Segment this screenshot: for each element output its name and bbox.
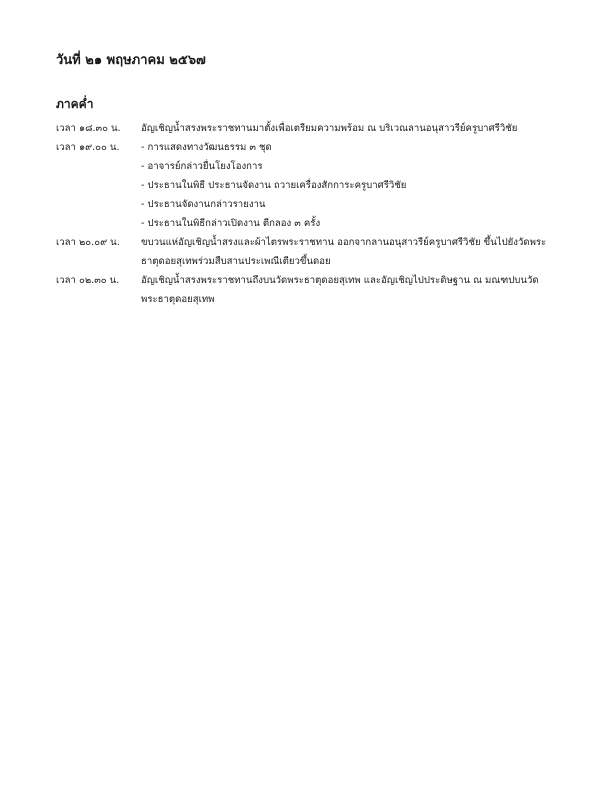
entry-description — [141, 233, 556, 271]
entry-line: ขบวนแห่อัญเชิญน้ำสรงและผ้าไตรพระราชทาน ออกจากลานอนุสาวรีย์ครูบาศรีวิชัย ขึ้นไปยังวัดพระ — [141, 237, 547, 248]
date-heading: วันที่ ๒๑ พฤษภาคม ๒๕๖๗ — [56, 53, 206, 68]
schedule-list — [56, 119, 556, 309]
entry-description — [141, 138, 556, 233]
entry-time: เวลา ๑๘.๓๐ น. — [56, 123, 121, 134]
entry-line: อัญเชิญน้ำสรงพระราชทานมาตั้งเพื่อเตรียมความพร้อม ณ บริเวณลานอนุสาวรีย์ครูบาศรีวิชัย — [141, 123, 518, 134]
section-heading: ภาคค่ำ — [56, 97, 94, 111]
schedule-entry — [56, 138, 556, 233]
schedule-entry — [56, 233, 556, 271]
entry-time: เวลา ๑๙.๐๐ น. — [56, 142, 120, 153]
entry-description — [141, 271, 556, 309]
entry-time: เวลา ๐๒.๓๐ น. — [56, 275, 120, 286]
entry-line: - ประธานในพิธีกล่าวเปิดงาน ตีกลอง ๓ ครั้ง — [141, 218, 321, 229]
schedule-entry — [56, 119, 556, 138]
entry-description — [141, 119, 556, 138]
entry-time: เวลา ๒๐.๐๙ น. — [56, 237, 120, 248]
entry-line: - การแสดงทางวัฒนธรรม ๓ ชุด — [141, 142, 272, 153]
entry-line: - ประธานจัดงานกล่าวรายงาน — [141, 199, 266, 210]
schedule-entry — [56, 271, 556, 309]
entry-line: พระธาตุดอยสุเทพ — [141, 294, 215, 305]
entry-line: - อาจารย์กล่าวยื่นโยงโองการ — [141, 161, 263, 172]
entry-line: อัญเชิญน้ำสรงพระราชทานถึงบนวัดพระธาตุดอยสุเทพ และอัญเชิญไปประดิษฐาน ณ มณฑปบนวัด — [141, 275, 539, 286]
entry-line: ธาตุดอยสุเทพร่วมสืบสานประเพณีเตียวขึ้นดอย — [141, 256, 331, 267]
entry-line: - ประธานในพิธี ประธานจัดงาน ถวายเครื่องสักการะครูบาศรีวิชัย — [141, 180, 407, 191]
